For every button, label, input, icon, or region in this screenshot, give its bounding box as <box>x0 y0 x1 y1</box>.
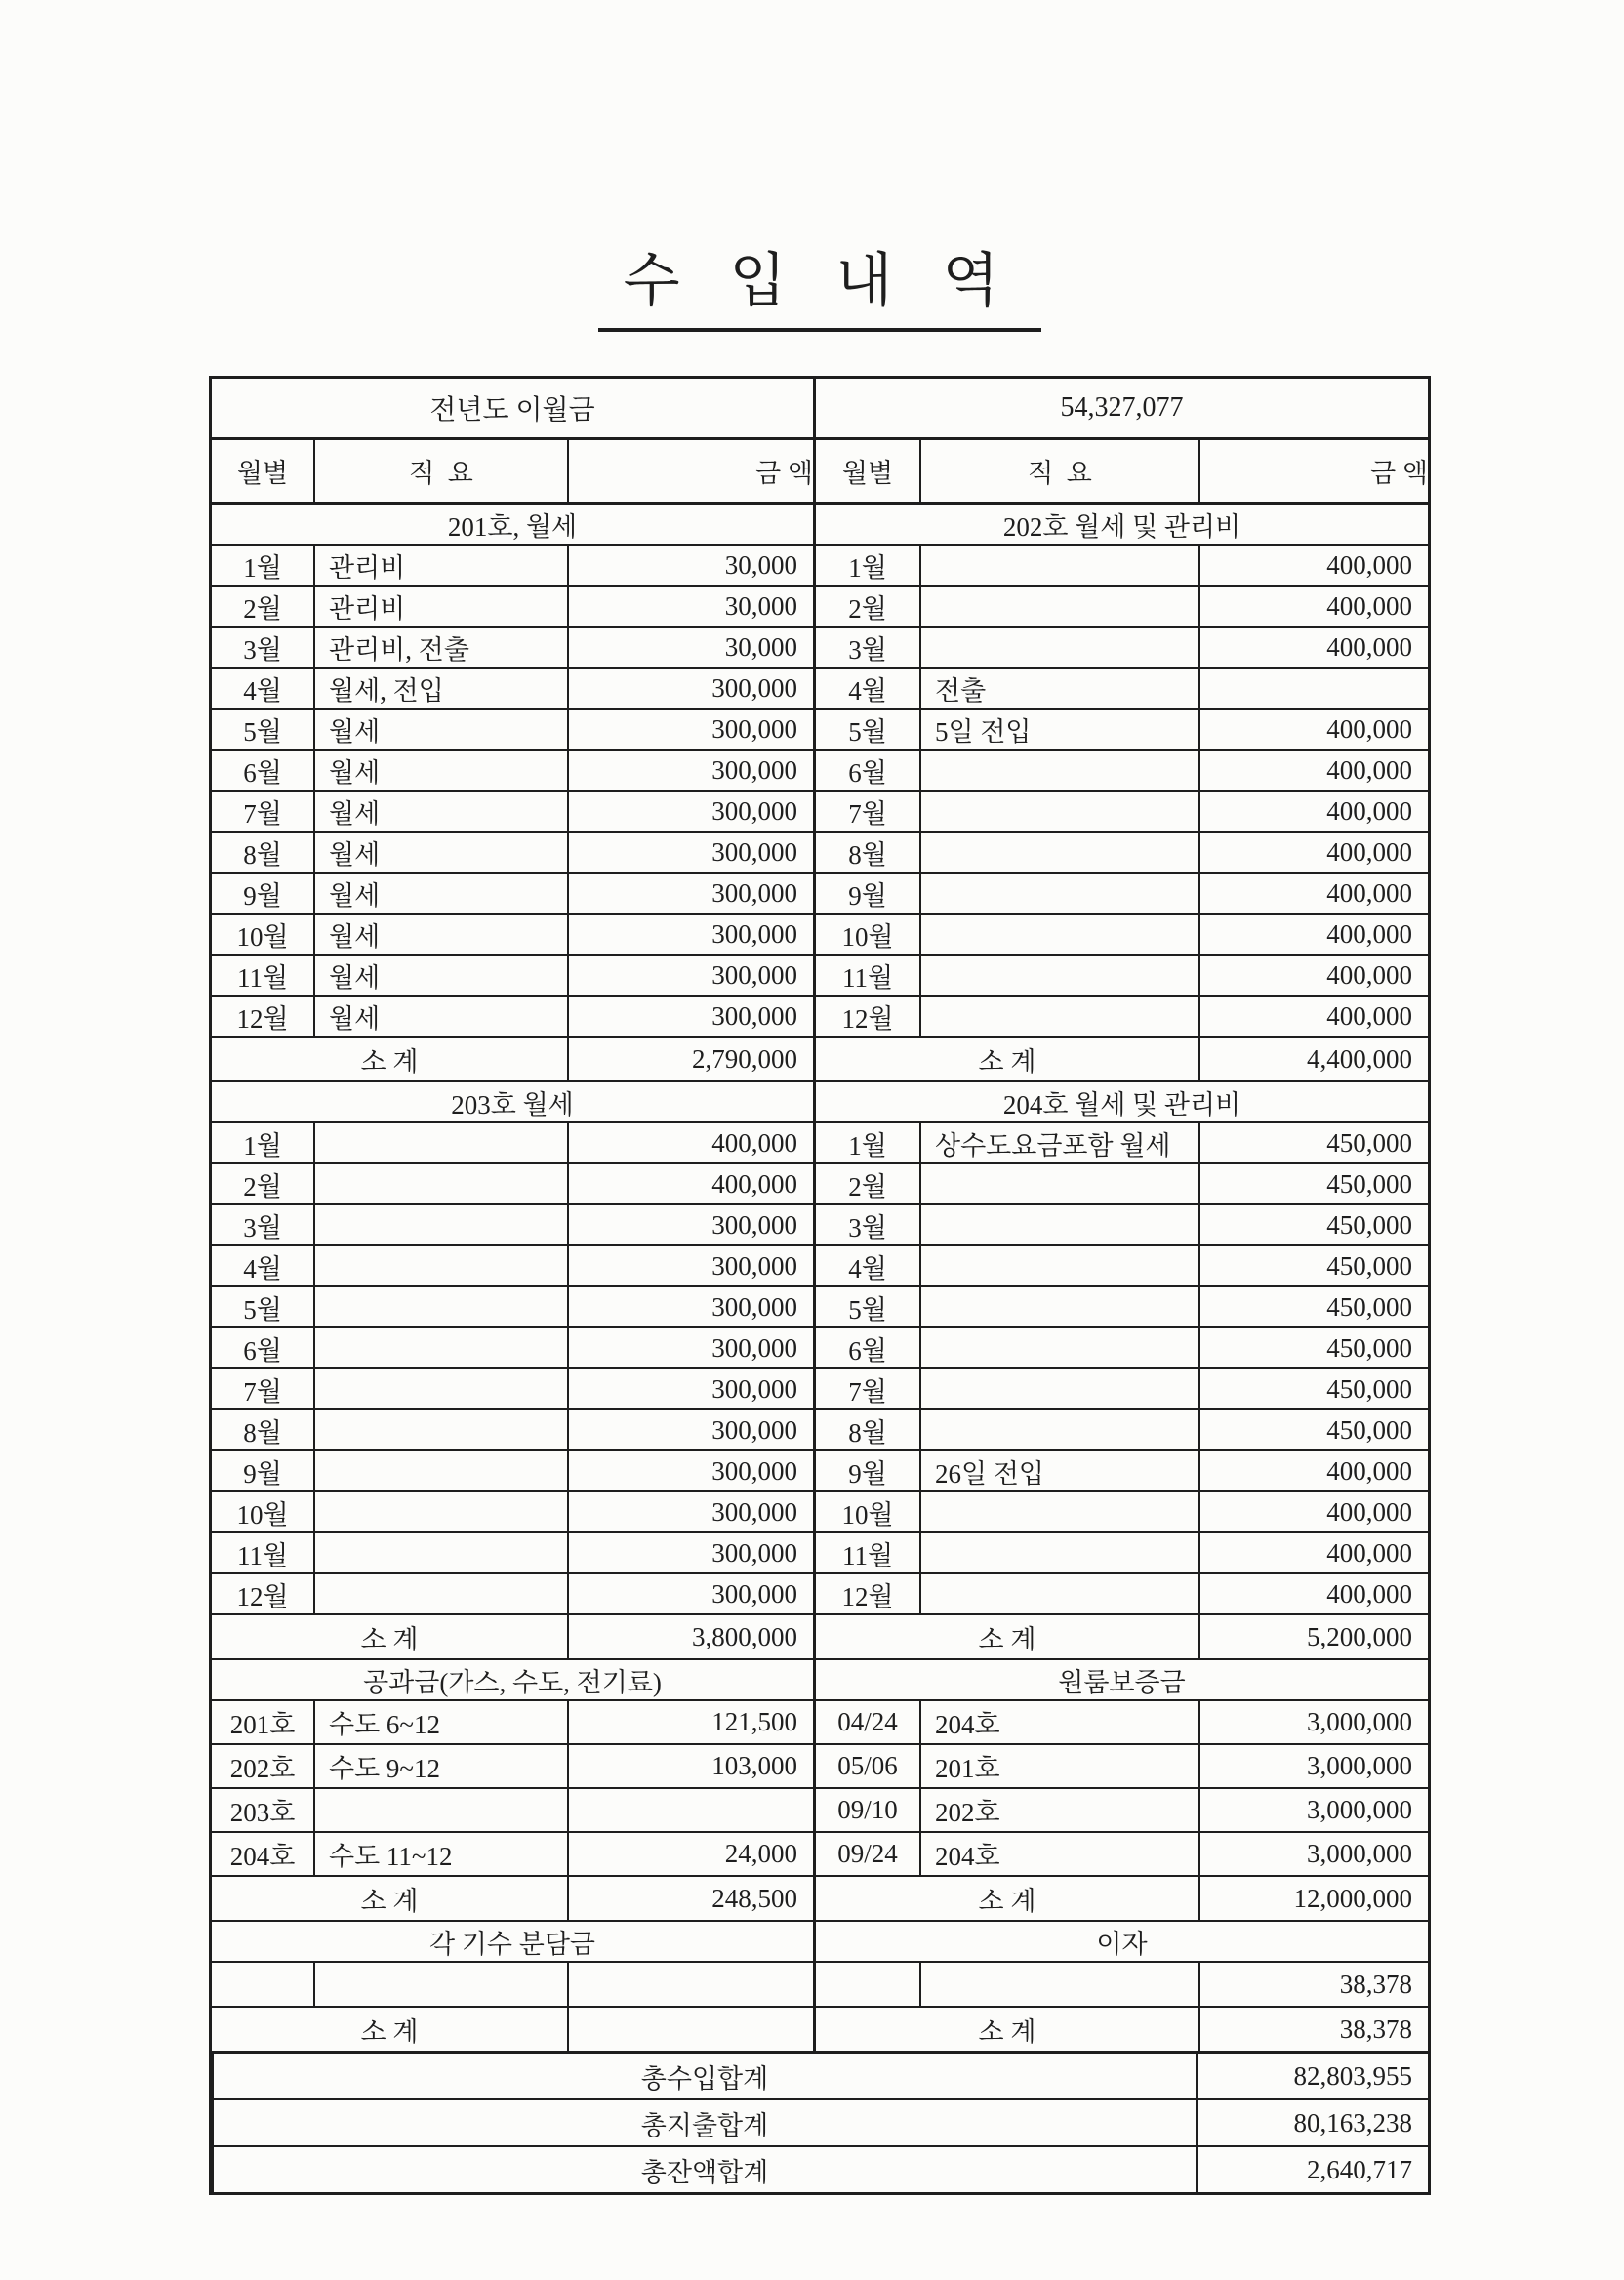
amount-cell: 400,000 <box>567 1123 813 1162</box>
subtotal-label: 소 계 <box>978 1046 1036 1077</box>
description-column-header: 적 요 <box>919 440 1198 502</box>
amount-cell: 300,000 <box>567 1451 813 1490</box>
month-cell: 8월 <box>848 839 887 870</box>
table-row <box>212 913 1428 954</box>
month-cell: 12월 <box>841 1581 894 1611</box>
month-cell: 7월 <box>848 1376 887 1406</box>
desc-cell <box>919 546 1198 585</box>
month-column-header: 월별 <box>236 459 289 488</box>
page-title: 수 입 내 역 <box>598 234 1042 332</box>
month-cell: 5월 <box>848 716 887 747</box>
carryover-label: 전년도 이월금 <box>429 395 595 426</box>
section-header-204: 204호 월세 및 관리비 <box>1002 1089 1241 1120</box>
section-header-dues: 각 기수 분담금 <box>429 1929 595 1959</box>
subtotal-row <box>212 1613 1428 1658</box>
subtotal-amount: 4,400,000 <box>1198 1038 1428 1080</box>
amount-cell: 300,000 <box>567 1369 813 1408</box>
table-row <box>212 626 1428 667</box>
desc-cell: 수도 6~12 <box>313 1701 567 1743</box>
desc-cell <box>313 1287 567 1326</box>
amount-column-header: 금 액 <box>567 440 813 502</box>
desc-cell <box>313 1789 567 1831</box>
desc-cell <box>313 1410 567 1449</box>
desc-cell <box>919 997 1198 1036</box>
section-header-row <box>212 1658 1428 1699</box>
table-row <box>212 1787 1428 1831</box>
month-cell: 5월 <box>848 1294 887 1324</box>
table-row <box>212 995 1428 1036</box>
month-cell: 8월 <box>243 1417 282 1447</box>
section-header-deposit: 원룸보증금 <box>1058 1667 1186 1697</box>
section-header-201: 201호, 월세 <box>447 511 578 542</box>
desc-cell <box>313 1205 567 1244</box>
month-cell: 4월 <box>848 1253 887 1283</box>
month-cell: 7월 <box>243 798 282 829</box>
desc-cell: 월세 <box>313 710 567 749</box>
desc-cell <box>919 1164 1198 1203</box>
amount-cell: 400,000 <box>1198 1533 1428 1572</box>
month-cell: 8월 <box>243 839 282 870</box>
desc-cell: 상수도요금포함 월세 <box>919 1123 1198 1162</box>
subtotal-label: 소 계 <box>978 1624 1036 1654</box>
desc-cell <box>313 1246 567 1285</box>
month-cell: 2월 <box>848 1171 887 1201</box>
desc-cell <box>919 833 1198 872</box>
month-cell: 6월 <box>243 1335 282 1365</box>
amount-cell: 300,000 <box>567 710 813 749</box>
table-row <box>212 1743 1428 1787</box>
table-row <box>212 1572 1428 1613</box>
month-cell: 1월 <box>243 552 282 583</box>
month-cell: 12월 <box>236 1003 289 1034</box>
month-column-header: 월별 <box>841 459 894 488</box>
grand-total-row <box>212 2098 1428 2145</box>
title-row <box>209 234 1431 332</box>
desc-cell: 관리비 <box>313 546 567 585</box>
desc-cell: 월세 <box>313 956 567 995</box>
month-cell: 10월 <box>841 921 894 952</box>
table-row <box>212 790 1428 831</box>
table-row <box>212 1162 1428 1203</box>
month-cell: 6월 <box>848 1335 887 1365</box>
amount-cell: 300,000 <box>567 915 813 954</box>
column-header-row <box>212 437 1428 502</box>
desc-cell: 5일 전입 <box>919 710 1198 749</box>
amount-cell: 450,000 <box>1198 1164 1428 1203</box>
amount-cell: 3,000,000 <box>1198 1833 1428 1875</box>
subtotal-row <box>212 1036 1428 1080</box>
desc-cell <box>919 1287 1198 1326</box>
desc-cell <box>919 1369 1198 1408</box>
month-cell <box>816 1963 919 2006</box>
amount-cell: 300,000 <box>567 1287 813 1326</box>
month-cell: 2월 <box>848 593 887 624</box>
desc-cell <box>919 792 1198 831</box>
table-row <box>212 544 1428 585</box>
desc-cell: 월세 <box>313 874 567 913</box>
month-cell: 7월 <box>243 1376 282 1406</box>
subtotal-label: 소 계 <box>360 2016 419 2047</box>
amount-cell: 400,000 <box>567 1164 813 1203</box>
amount-cell: 38,378 <box>1198 1963 1428 2006</box>
amount-cell: 400,000 <box>1198 1574 1428 1613</box>
desc-cell <box>313 1533 567 1572</box>
subtotal-amount: 248,500 <box>567 1877 813 1920</box>
section-header-utilities: 공과금(가스, 수도, 전기료) <box>363 1667 662 1697</box>
month-cell: 6월 <box>243 757 282 788</box>
desc-cell <box>919 956 1198 995</box>
month-cell: 3월 <box>848 634 887 665</box>
amount-cell: 300,000 <box>567 1328 813 1367</box>
table-row <box>212 749 1428 790</box>
desc-cell <box>919 1328 1198 1367</box>
table-row <box>212 1244 1428 1285</box>
table-row <box>212 1121 1428 1162</box>
table-row <box>212 954 1428 995</box>
amount-cell: 400,000 <box>1198 997 1428 1036</box>
desc-cell: 204호 <box>919 1701 1198 1743</box>
desc-cell <box>313 1574 567 1613</box>
desc-cell <box>919 628 1198 667</box>
month-cell: 11월 <box>236 962 289 993</box>
desc-cell <box>919 751 1198 790</box>
table-row <box>212 1531 1428 1572</box>
month-cell <box>212 1963 313 2006</box>
desc-cell: 월세 <box>313 792 567 831</box>
month-cell: 11월 <box>841 962 894 993</box>
amount-cell: 300,000 <box>567 792 813 831</box>
amount-cell: 450,000 <box>1198 1123 1428 1162</box>
amount-cell: 30,000 <box>567 628 813 667</box>
amount-cell: 400,000 <box>1198 915 1428 954</box>
desc-cell: 월세 <box>313 915 567 954</box>
amount-cell: 400,000 <box>1198 587 1428 626</box>
amount-cell: 300,000 <box>567 1205 813 1244</box>
amount-cell <box>567 1963 813 2006</box>
grand-total-amount: 80,163,238 <box>1196 2100 1428 2145</box>
subtotal-amount: 12,000,000 <box>1198 1877 1428 1920</box>
subtotal-label: 소 계 <box>360 1886 419 1916</box>
amount-cell: 3,000,000 <box>1198 1701 1428 1743</box>
carryover-right <box>813 379 1428 437</box>
amount-cell: 400,000 <box>1198 751 1428 790</box>
month-cell: 204호 <box>229 1842 296 1871</box>
desc-cell <box>919 1574 1198 1613</box>
month-cell: 1월 <box>243 1130 282 1160</box>
table-row <box>212 831 1428 872</box>
month-cell: 10월 <box>236 921 289 952</box>
subtotal-amount: 38,378 <box>1198 2008 1428 2051</box>
month-cell: 5월 <box>243 1294 282 1324</box>
amount-cell: 400,000 <box>1198 874 1428 913</box>
amount-cell: 400,000 <box>1198 628 1428 667</box>
month-cell: 1월 <box>848 1130 887 1160</box>
grand-total-label: 총수입합계 <box>212 2054 1196 2098</box>
desc-cell: 수도 9~12 <box>313 1745 567 1787</box>
month-cell: 4월 <box>848 675 887 706</box>
amount-cell: 300,000 <box>567 1246 813 1285</box>
section-header-row <box>212 1920 1428 1961</box>
description-column-header: 적 요 <box>313 440 567 502</box>
table-row <box>212 1699 1428 1743</box>
amount-cell: 300,000 <box>567 1533 813 1572</box>
desc-cell <box>313 1123 567 1162</box>
desc-cell: 26일 전입 <box>919 1451 1198 1490</box>
desc-cell <box>313 1164 567 1203</box>
desc-cell: 월세, 전입 <box>313 669 567 708</box>
section-header-row <box>212 502 1428 544</box>
amount-column-header: 금 액 <box>1198 440 1428 502</box>
month-cell: 10월 <box>236 1499 289 1529</box>
grand-total-label: 총잔액합계 <box>212 2147 1196 2192</box>
table-row <box>212 872 1428 913</box>
desc-cell <box>919 587 1198 626</box>
carryover-left <box>212 379 813 437</box>
amount-cell: 400,000 <box>1198 546 1428 585</box>
amount-cell: 300,000 <box>567 833 813 872</box>
grand-total-amount: 2,640,717 <box>1196 2147 1428 2192</box>
month-cell: 11월 <box>236 1540 289 1570</box>
amount-cell: 400,000 <box>1198 710 1428 749</box>
desc-cell <box>919 874 1198 913</box>
month-cell: 3월 <box>243 634 282 665</box>
amount-cell: 450,000 <box>1198 1246 1428 1285</box>
month-cell: 12월 <box>841 1003 894 1034</box>
amount-cell: 400,000 <box>1198 833 1428 872</box>
amount-cell: 450,000 <box>1198 1287 1428 1326</box>
subtotal-label: 소 계 <box>978 1886 1036 1916</box>
amount-cell: 300,000 <box>567 751 813 790</box>
table-row <box>212 1449 1428 1490</box>
amount-cell: 400,000 <box>1198 792 1428 831</box>
amount-cell: 450,000 <box>1198 1205 1428 1244</box>
amount-cell: 450,000 <box>1198 1369 1428 1408</box>
month-cell: 9월 <box>243 880 282 911</box>
month-cell: 6월 <box>848 757 887 788</box>
date-cell: 05/06 <box>837 1751 898 1780</box>
month-cell: 1월 <box>848 552 887 583</box>
desc-cell <box>313 1963 567 2006</box>
desc-cell <box>919 1205 1198 1244</box>
income-table <box>209 376 1431 2195</box>
desc-cell: 전출 <box>919 669 1198 708</box>
month-cell: 2월 <box>243 593 282 624</box>
date-cell: 09/24 <box>837 1839 898 1868</box>
subtotal-amount: 5,200,000 <box>1198 1615 1428 1658</box>
table-row <box>212 1203 1428 1244</box>
desc-cell <box>919 1410 1198 1449</box>
amount-cell: 300,000 <box>567 874 813 913</box>
desc-cell <box>919 1963 1198 2006</box>
desc-cell: 202호 <box>919 1789 1198 1831</box>
table-row <box>212 1367 1428 1408</box>
desc-cell: 수도 11~12 <box>313 1833 567 1875</box>
section-header-203: 203호 월세 <box>451 1089 574 1120</box>
month-cell: 2월 <box>243 1171 282 1201</box>
amount-cell <box>567 1789 813 1831</box>
month-cell: 201호 <box>229 1710 296 1739</box>
desc-cell <box>919 915 1198 954</box>
desc-cell <box>313 1492 567 1531</box>
month-cell: 9월 <box>848 880 887 911</box>
month-cell: 203호 <box>229 1798 296 1827</box>
desc-cell: 월세 <box>313 751 567 790</box>
amount-cell: 3,000,000 <box>1198 1789 1428 1831</box>
header-right <box>813 440 1428 502</box>
amount-cell: 300,000 <box>567 997 813 1036</box>
month-cell: 11월 <box>841 1540 894 1570</box>
grand-total-row <box>212 2051 1428 2098</box>
amount-cell: 121,500 <box>567 1701 813 1743</box>
section-header-202: 202호 월세 및 관리비 <box>1002 511 1241 542</box>
amount-cell: 300,000 <box>567 956 813 995</box>
subtotal-row <box>212 1875 1428 1920</box>
month-cell: 3월 <box>243 1212 282 1242</box>
subtotal-label: 소 계 <box>360 1046 419 1077</box>
table-row <box>212 1831 1428 1875</box>
subtotal-label: 소 계 <box>360 1624 419 1654</box>
month-cell: 5월 <box>243 716 282 747</box>
subtotal-row <box>212 2006 1428 2051</box>
carryover-row <box>212 379 1428 437</box>
amount-cell: 3,000,000 <box>1198 1745 1428 1787</box>
month-cell: 4월 <box>243 675 282 706</box>
table-row <box>212 1285 1428 1326</box>
desc-cell: 월세 <box>313 833 567 872</box>
desc-cell: 관리비 <box>313 587 567 626</box>
grand-total-row <box>212 2145 1428 2192</box>
table-row <box>212 1961 1428 2006</box>
month-cell: 9월 <box>848 1458 887 1488</box>
month-cell: 8월 <box>848 1417 887 1447</box>
desc-cell: 월세 <box>313 997 567 1036</box>
month-cell: 10월 <box>841 1499 894 1529</box>
amount-cell: 400,000 <box>1198 1492 1428 1531</box>
date-cell: 09/10 <box>837 1795 898 1824</box>
subtotal-label: 소 계 <box>978 2016 1036 2047</box>
amount-cell: 30,000 <box>567 587 813 626</box>
amount-cell: 300,000 <box>567 1410 813 1449</box>
grand-total-amount: 82,803,955 <box>1196 2054 1428 2098</box>
desc-cell <box>313 1369 567 1408</box>
table-row <box>212 1490 1428 1531</box>
table-row <box>212 1326 1428 1367</box>
amount-cell <box>1198 669 1428 708</box>
amount-cell: 400,000 <box>1198 1451 1428 1490</box>
desc-cell <box>919 1492 1198 1531</box>
month-cell: 12월 <box>236 1581 289 1611</box>
month-cell: 202호 <box>229 1754 296 1783</box>
desc-cell <box>313 1328 567 1367</box>
desc-cell: 관리비, 전출 <box>313 628 567 667</box>
amount-cell: 450,000 <box>1198 1328 1428 1367</box>
month-cell: 9월 <box>243 1458 282 1488</box>
month-cell: 4월 <box>243 1253 282 1283</box>
carryover-amount: 54,327,077 <box>1060 392 1184 423</box>
month-cell: 7월 <box>848 798 887 829</box>
amount-cell: 300,000 <box>567 1492 813 1531</box>
amount-cell: 24,000 <box>567 1833 813 1875</box>
header-left <box>212 440 813 502</box>
section-header-interest: 이자 <box>1096 1929 1148 1959</box>
table-row <box>212 708 1428 749</box>
amount-cell: 450,000 <box>1198 1410 1428 1449</box>
table-row <box>212 585 1428 626</box>
amount-cell: 30,000 <box>567 546 813 585</box>
desc-cell <box>919 1246 1198 1285</box>
table-row <box>212 1408 1428 1449</box>
section-header-row <box>212 1080 1428 1121</box>
desc-cell <box>313 1451 567 1490</box>
desc-cell <box>919 1533 1198 1572</box>
grand-total-label: 총지출합계 <box>212 2100 1196 2145</box>
amount-cell: 300,000 <box>567 1574 813 1613</box>
month-cell: 3월 <box>848 1212 887 1242</box>
amount-cell: 400,000 <box>1198 956 1428 995</box>
date-cell: 04/24 <box>837 1707 898 1736</box>
table-row <box>212 667 1428 708</box>
subtotal-amount <box>567 2008 813 2051</box>
subtotal-amount: 2,790,000 <box>567 1038 813 1080</box>
desc-cell: 204호 <box>919 1833 1198 1875</box>
amount-cell: 103,000 <box>567 1745 813 1787</box>
amount-cell: 300,000 <box>567 669 813 708</box>
desc-cell: 201호 <box>919 1745 1198 1787</box>
subtotal-amount: 3,800,000 <box>567 1615 813 1658</box>
